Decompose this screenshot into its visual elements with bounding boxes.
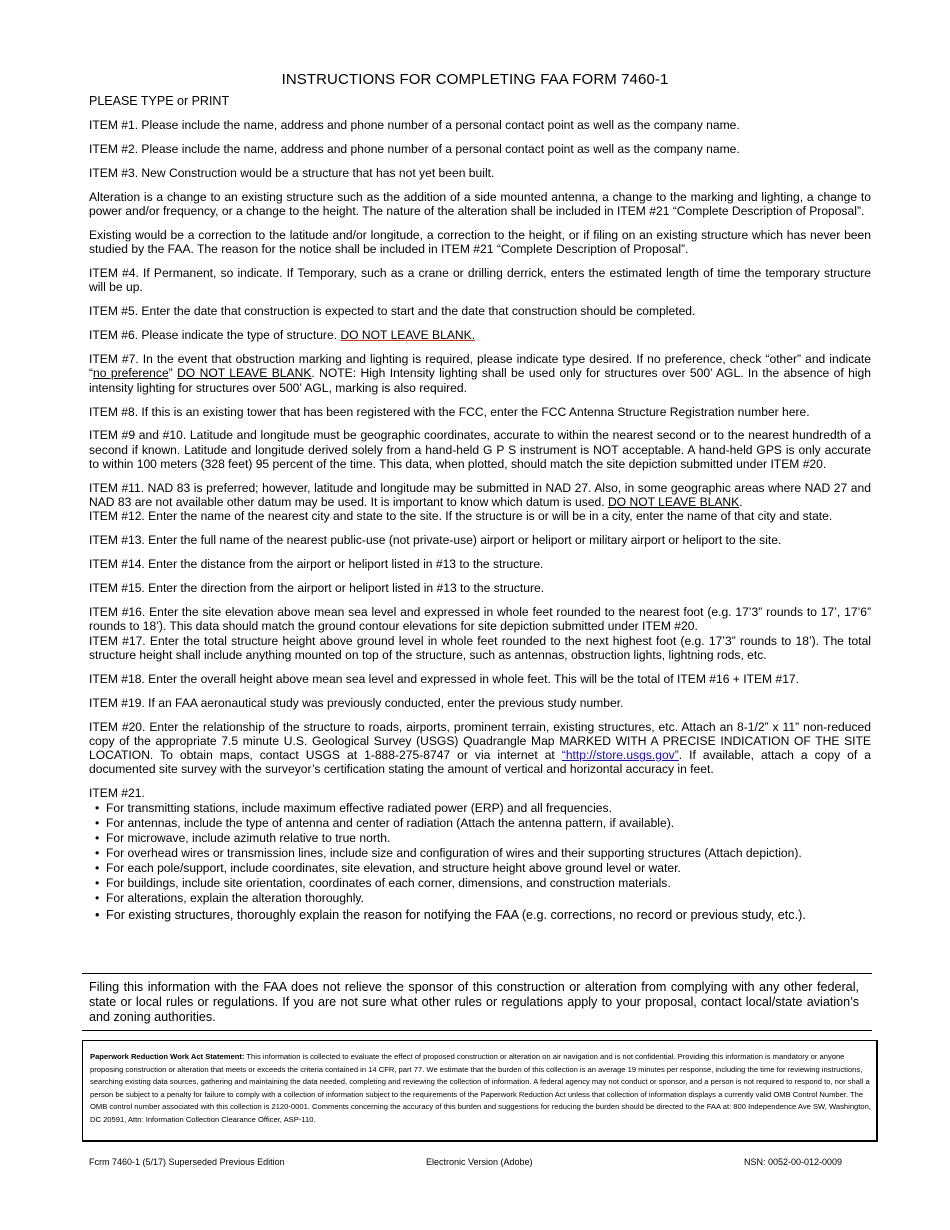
item-11 bbox=[89, 481, 871, 510]
item-6 bbox=[89, 328, 871, 342]
compliance-notice: Filing this information with the FAA does not relieve the sponsor of this construction or alteration from complying with any other federal, state or local rules or regulations. If you are not sure what other rules or regulations apply to your proposal, contact local/state aviation’s and zoning authorities. bbox=[89, 980, 859, 1024]
item-4: ITEM #4. If Permanent, so indicate. If Temporary, such as a crane or drilling derrick, enters the estimated length of time the temporary structure will be up. bbox=[89, 266, 871, 295]
item-20-text: ITEM #20. Enter the relationship of the structure to roads, airports, prominent terrain, existing structures, etc. Attach an 8-1/2” x 11” non-reduced copy of the appropriate 7.5 minute U.S. Geological Survey (USGS) Quadrangle Map MARKED WITH A PRECISE INDICATION OF THE SITE LOCATION. To obtain maps, contact USGS at 1-888-275-8747 or via internet at bbox=[89, 719, 871, 763]
list-item: • For buildings, include site orientation, coordinates of each corner, dimensions, and construction materials. bbox=[89, 876, 871, 891]
alteration-paragraph: Alteration is a change to an existing structure such as the addition of a side mounted antenna, a change to the marking and lighting, a change to power and/or frequency, or a change to the height. The nature of the alteration shall be included in ITEM #21 “Complete Description of Proposal”. bbox=[89, 189, 871, 218]
please-type-note: PLEASE TYPE or PRINT bbox=[89, 94, 230, 108]
item-15: ITEM #15. Enter the direction from the airport or heliport listed in #13 to the structure. bbox=[89, 581, 545, 596]
existing-paragraph: Existing would be a correction to the latitude and/or longitude, a correction to the height, or if filing on an existing structure which has never been studied by the FAA. The reason for the notice shall be included in ITEM #21 “Complete Description of Proposal”. bbox=[89, 227, 871, 257]
list-item: • For transmitting stations, include maximum effective radiated power (ERP) and all frequencies. bbox=[89, 801, 871, 816]
divider-bottom bbox=[82, 1030, 872, 1031]
item-8: ITEM #8. If this is an existing tower that has been registered with the FCC, enter the FCC Antenna Structure Registration number here. bbox=[89, 404, 810, 419]
list-item: • For each pole/support, include coordinates, site elevation, and structure height above ground level or water. bbox=[89, 861, 871, 876]
paperwork-reduction-statement bbox=[90, 1051, 872, 1126]
item-20-text-end: . If available, attach a copy of a documented site survey with the surveyor’s certification stating the amount of vertical and horizontal accuracy in feet. bbox=[89, 748, 871, 777]
instructions-body bbox=[89, 118, 871, 923]
item-18: ITEM #18. Enter the overall height above mean sea level and expressed in whole feet. This will be the total of ITEM #16 + ITEM #17. bbox=[89, 671, 799, 686]
item-7-note: . NOTE: High Intensity lighting shall be used only for structures over 500’ AGL. In the absence of high intensity lighting for structures over 500’ AGL, marking is also required. bbox=[89, 366, 871, 395]
item-12: ITEM #12. Enter the name of the nearest city and state to the site. If the structure is or will be in a city, enter the name of that city and state. bbox=[89, 509, 833, 524]
item-2: ITEM #2. Please include the name, address and phone number of a personal contact point as well as the company name. bbox=[89, 141, 740, 156]
item-11-period: . bbox=[739, 495, 743, 510]
footer-form-number: Fcrm 7460-1 (5/17) Superseded Previous Edition bbox=[89, 1157, 285, 1167]
paperwork-heading: Paperwork Reduction Work Act Statement: bbox=[90, 1052, 245, 1061]
item-20 bbox=[89, 720, 871, 777]
list-item: • For existing structures, thoroughly explain the reason for notifying the FAA (e.g. corrections, no record or previous study, etc.). bbox=[89, 908, 871, 923]
list-item: • For overhead wires or transmission lines, include size and configuration of wires and their supporting structures (Attach depiction). bbox=[89, 846, 871, 861]
list-item: • For alterations, explain the alteration thoroughly. bbox=[89, 891, 871, 906]
footer-version: Electronic Version (Adobe) bbox=[426, 1157, 533, 1167]
item-6-text: ITEM #6. Please indicate the type of structure. bbox=[89, 328, 341, 343]
item-19: ITEM #19. If an FAA aeronautical study was previously conducted, enter the previous study number. bbox=[89, 695, 624, 710]
item-11-warning: DO NOT LEAVE BLANK bbox=[607, 495, 740, 510]
list-item: • For antennas, include the type of antenna and center of radiation (Attach the antenna pattern, if available). bbox=[89, 816, 871, 831]
item-3: ITEM #3. New Construction would be a structure that has not yet been built. bbox=[89, 165, 495, 180]
item-11-text: ITEM #11. NAD 83 is preferred; however, latitude and longitude may be submitted in NAD 27. Also, in some geographic areas where NAD 27 and NAD 83 are not available other datum may be used. It is important to know which datum is used. bbox=[89, 480, 871, 510]
item-9-10: ITEM #9 and #10. Latitude and longitude must be geographic coordinates, accurate to within the nearest second or to the nearest hundredth of a second if known. Latitude and longitude derived solely from a hand-held G P S instrument is NOT acceptable. A hand-held GPS is only accurate to within 100 meters (328 feet) 95 percent of the time. This data, when plotted, should match the site depiction submitted under ITEM #20. bbox=[89, 428, 871, 471]
divider-top bbox=[82, 973, 872, 974]
item-7 bbox=[89, 352, 871, 395]
list-item: • For microwave, include azimuth relative to true north. bbox=[89, 831, 871, 846]
footer-nsn: NSN: 0052-00-012-0009 bbox=[744, 1157, 843, 1167]
item-16: ITEM #16. Enter the site elevation above mean sea level and expressed in whole feet rounded to the nearest foot (e.g. 17’3” rounds to 17’, 17’6” rounds to 18’). This data should match the ground contour elevations for site depiction submitted under ITEM #20. bbox=[89, 605, 871, 634]
item-13: ITEM #13. Enter the full name of the nearest public-use (not private-use) airport or heliport or military airport or heliport to the site. bbox=[89, 533, 782, 548]
item-5: ITEM #5. Enter the date that construction is expected to start and the date that construction should be completed. bbox=[89, 304, 696, 319]
item-6-warning: DO NOT LEAVE BLANK. bbox=[340, 328, 476, 343]
paperwork-reduction-box bbox=[82, 1040, 878, 1142]
item-7-quote: ” bbox=[168, 366, 178, 381]
item-21-heading: ITEM #21. bbox=[89, 786, 145, 801]
usgs-link[interactable]: “http://store.usgs.gov” bbox=[561, 748, 679, 763]
item-7-text: ITEM #7. In the event that obstruction marking and lighting is required, please indicate type desired. If no preference, check “other” and indicate “ bbox=[89, 352, 871, 381]
item-1: ITEM #1. Please include the name, address and phone number of a personal contact point as well as the company name. bbox=[89, 118, 740, 132]
item-17: ITEM #17. Enter the total structure height above ground level in whole feet rounded to the next highest foot (e.g. 17’3” rounds to 18’). The total structure height shall include anything mounted on top of the structure, such as antennas, obstruction lights, lightning rods, etc. bbox=[89, 633, 871, 662]
page-title: INSTRUCTIONS FOR COMPLETING FAA FORM 7460-1 bbox=[281, 71, 669, 88]
item-7-warning: DO NOT LEAVE BLANK bbox=[177, 366, 312, 381]
item-21-bullet-list bbox=[89, 801, 871, 923]
item-7-no-preference: no preference bbox=[93, 366, 169, 381]
item-14: ITEM #14. Enter the distance from the airport or heliport listed in #13 to the structure. bbox=[89, 557, 544, 572]
paperwork-text: This information is collected to evaluate the effect of proposed construction or alteration on air navigation and is not confidential. Providing this information is mandatory or anyone proposing construction or alteration that meets or exceeds the criteria contained in 14 CFR, part 77. We estimate that the burden of this collection is an average 19 minutes per response, including the time for reviewing instructions, searching existing data sources, gathering and maintaining the data needed, completing and reviewing the collection of information. A federal agency may not conduct or sponsor, and a person is not required to respond to, nor shall a person be subject to a penalty for failure to comply with a collection of information subject to the requirements of the Paperwork Reduction Act unless that collection of information displays a currently valid OMB Control Number. The OMB control number associated with this collection is 2120-0001. Comments concerning the accuracy of this burden and suggestions for reducing the burden should be directed to the FAA at: 800 Independence Ave SW, Washington, DC 20591, Attn: Information Collection Clearance Officer, ASP-110. bbox=[90, 1052, 871, 1124]
